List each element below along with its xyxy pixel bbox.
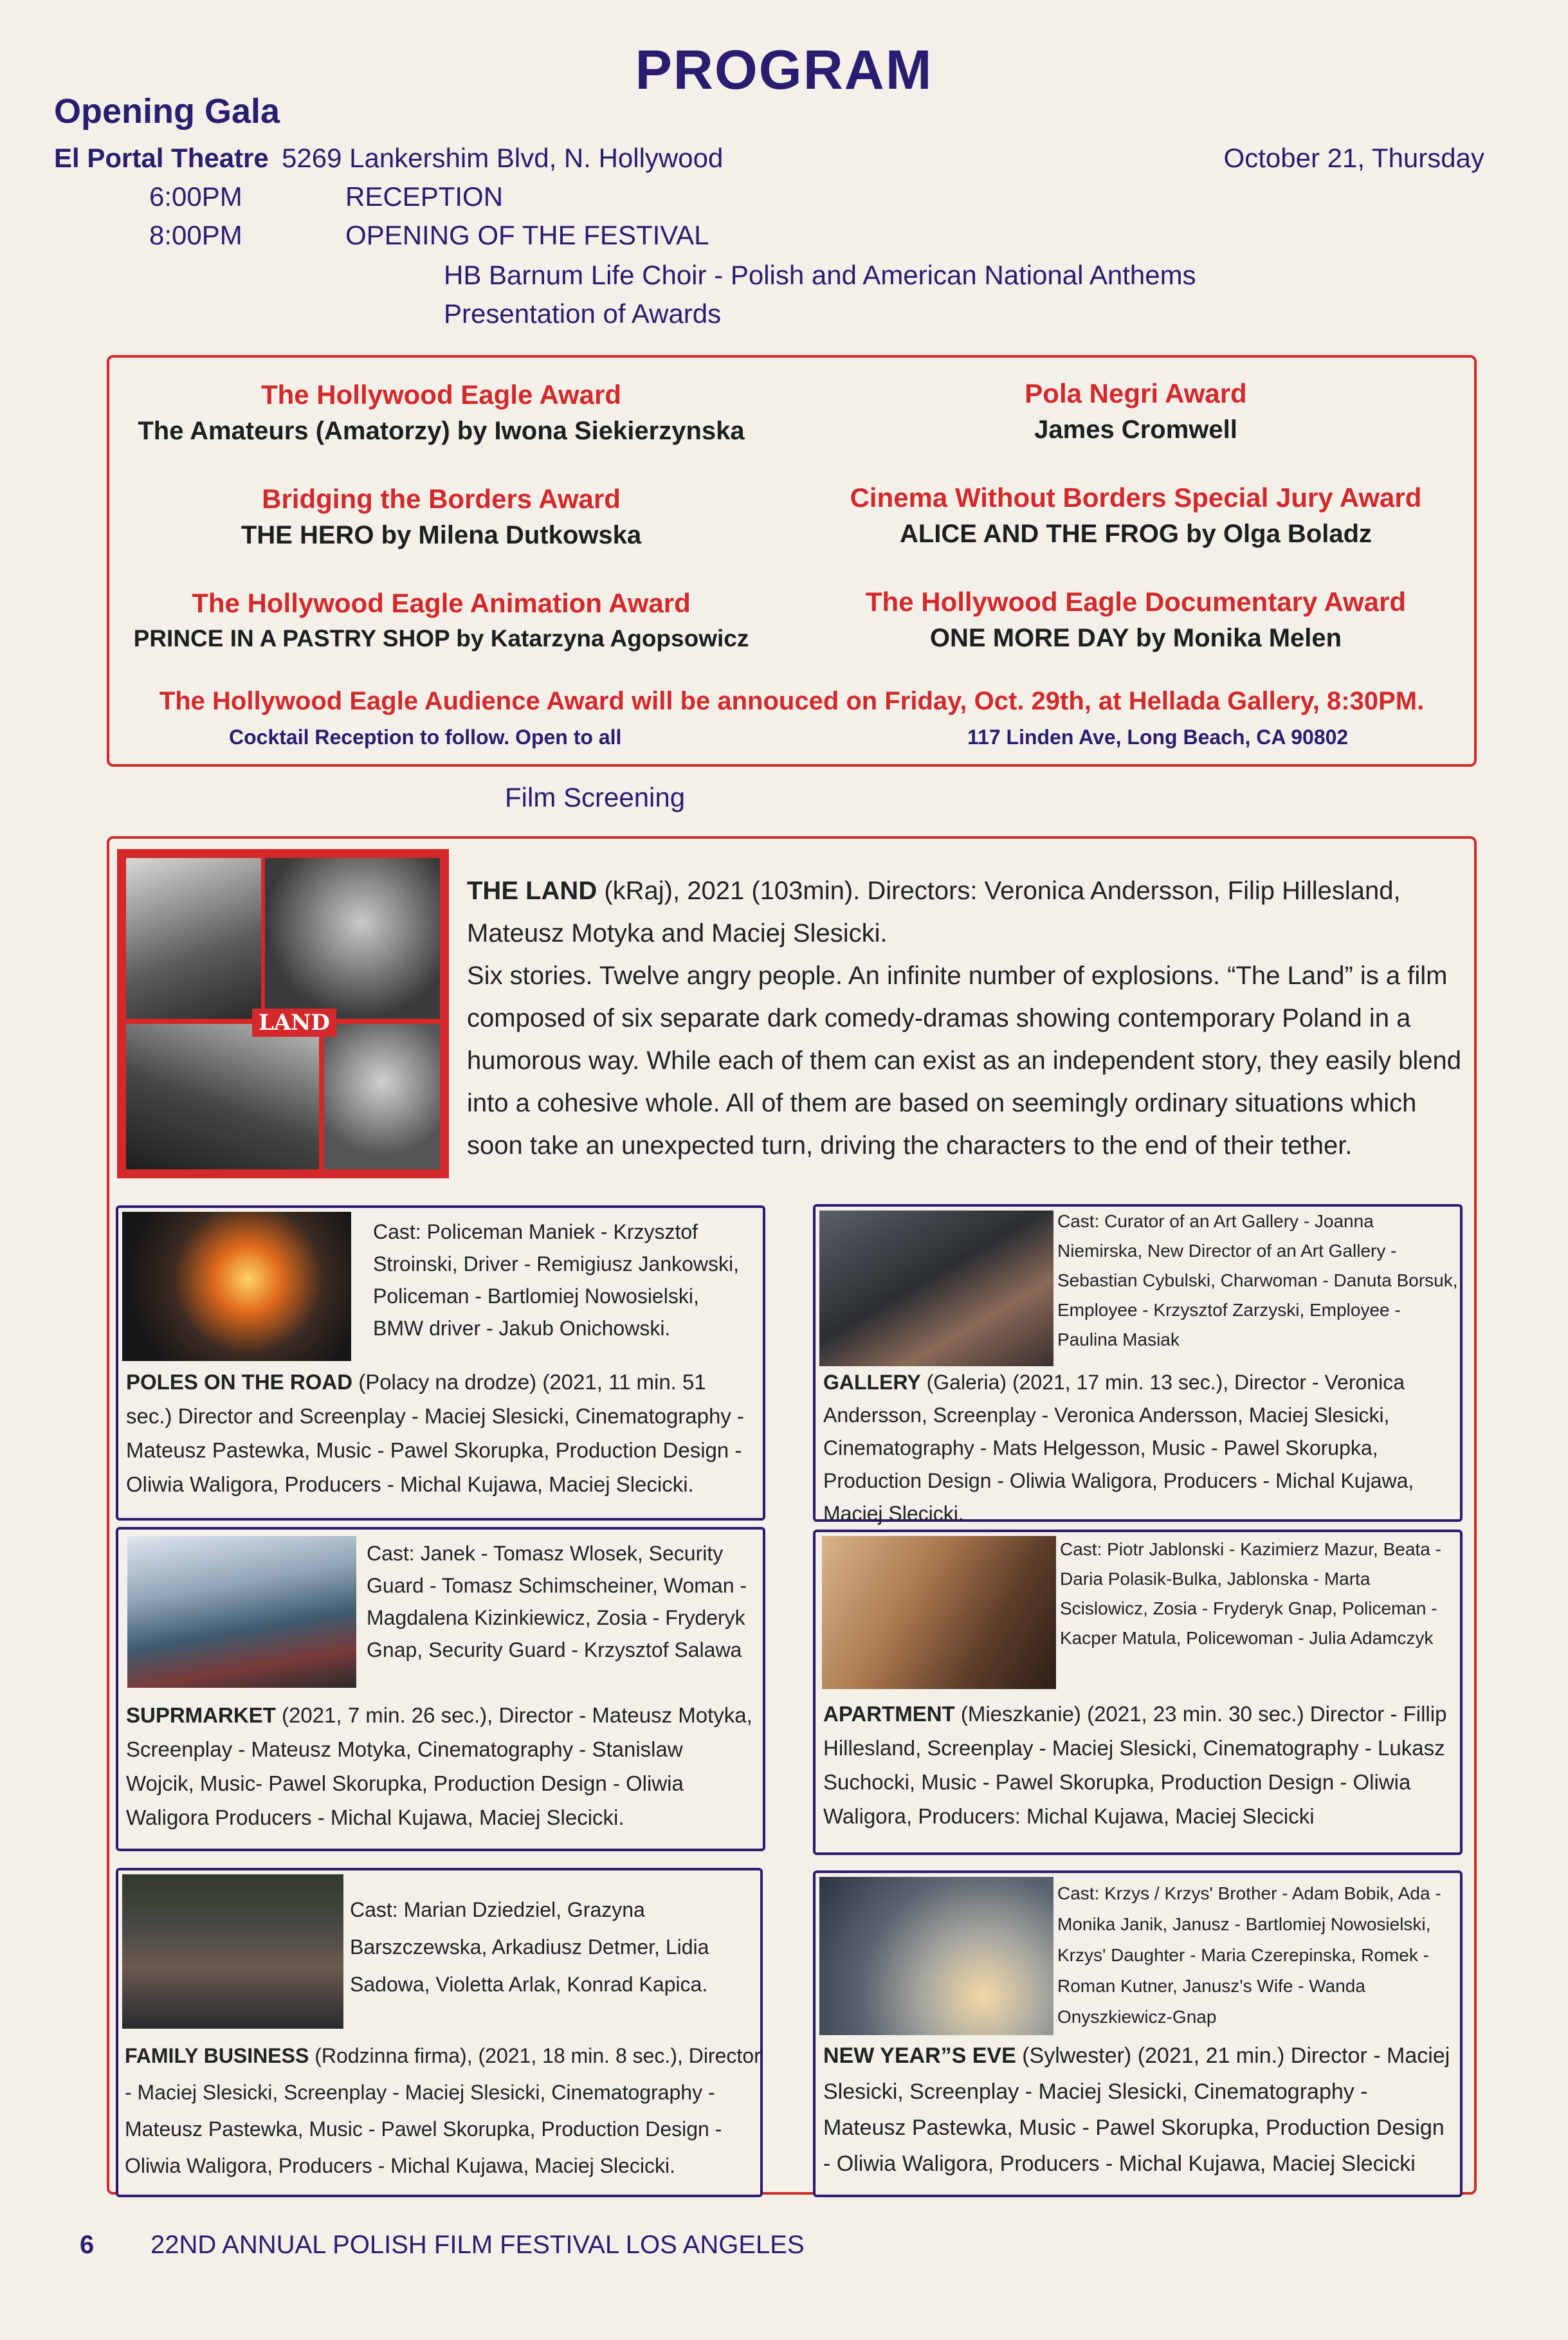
- film-title: GALLERY: [823, 1371, 921, 1394]
- feature-info: (kRaj), 2021 (103min). Directors: Veronica Andersson, Filip Hillesland, Mateusz Motyka and Maciej Slesicki.: [467, 877, 1401, 947]
- feature-poster: [117, 849, 449, 1178]
- award-winner: The Amateurs (Amatorzy) by Iwona Siekierzynska: [138, 417, 745, 445]
- reception-address: 117 Linden Ave, Long Beach, CA 90802: [967, 726, 1349, 749]
- award-name: Cinema Without Borders Special Jury Award: [850, 482, 1422, 513]
- film-cast: Cast: Curator of an Art Gallery - Joanna Niemirska, New Director of an Art Gallery - Sebastian Cybulski, Charwoman - Danuta Borsuk, Employee - Krzysztof Zarzyski, Employee - Paulina Masiak: [1057, 1211, 1458, 1349]
- film-info: (Polacy na drodze) (2021, 11 min. 51 sec.) Director and Screenplay - Maciej Slesicki, Cinematography - Mateusz Pastewka, Music - Pawel Skorupka, Production Design - Oliwia Waligora, Producers - Michal Kujawa, Maciej Slecicki.: [126, 1370, 745, 1496]
- film-info: (Rodzinna firma), (2021, 18 min. 8 sec.), Director - Maciej Slesicki, Screenplay - Maciej Slesicki, Cinematography - Mateusz Pastewka, Music - Pawel Skorupka, Production Design - Oliwia Waligora, Producers - Michal Kujawa, Maciej Slecicki.: [125, 2044, 761, 2177]
- award-name: Bridging the Borders Award: [262, 484, 621, 514]
- film-title: APARTMENT: [823, 1702, 955, 1726]
- film-cast: Cast: Policeman Maniek - Krzysztof Stroinski, Driver - Remigiusz Jankowski, Policeman - Bartlomiej Nowosielski, BMW driver - Jakub Onichowski.: [373, 1220, 740, 1340]
- award-item: [120, 484, 763, 550]
- award-item: [814, 482, 1457, 549]
- award-name: Pola Negri Award: [1025, 378, 1247, 408]
- feature-description: [467, 870, 1470, 1167]
- award-item: [120, 379, 763, 446]
- award-winner: James Cromwell: [1034, 416, 1237, 444]
- film-description: [126, 1365, 756, 1501]
- film-card: [813, 1530, 1463, 1855]
- feature-title: THE LAND: [467, 877, 597, 905]
- film-title: FAMILY BUSINESS: [125, 2044, 309, 2067]
- award-name: The Hollywood Eagle Animation Award: [192, 588, 691, 618]
- film-card: [813, 1870, 1463, 2197]
- poster-logo: LAND: [252, 1009, 336, 1037]
- film-description: [125, 2038, 761, 2184]
- film-still: [822, 1536, 1056, 1689]
- film-description: [126, 1698, 756, 1834]
- award-winner: THE HERO by Milena Dutkowska: [241, 521, 642, 549]
- film-title: NEW YEAR”S EVE: [823, 2043, 1016, 2068]
- film-info: (Sylwester) (2021, 21 min.) Director - Maciej Slesicki, Screenplay - Maciej Slesicki, Cinematography - Mateusz Pastewka, Music - Pawel Skorupka, Production Design - Oliwia Waligora, Producers - Michal Kujawa, Maciej Slecicki: [823, 2043, 1450, 2176]
- section-title: Opening Gala: [54, 92, 280, 131]
- footer-text: 22ND ANNUAL POLISH FILM FESTIVAL LOS ANGELES: [150, 2231, 805, 2259]
- award-item: [814, 587, 1457, 653]
- film-description: [823, 1366, 1456, 1530]
- film-info: (Galeria) (2021, 17 min. 13 sec.), Director - Veronica Andersson, Screenplay - Veronica Andersson, Maciej Slesicki, Cinematography - Mats Helgesson, Music - Pawel Skorupka, Production Design - Oliwia Waligora, Producers - Michal Kujawa, Maciej Slecicki.: [823, 1371, 1414, 1525]
- page-number: 6: [80, 2231, 95, 2259]
- film-card: [116, 1205, 765, 1521]
- poster-photo: [126, 858, 261, 1019]
- poster-photo: [126, 1024, 319, 1169]
- film-description: [823, 2038, 1456, 2182]
- feature-summary: Six stories. Twelve angry people. An infinite number of explosions. “The Land” is a film composed of six separate dark comedy-dramas showing contemporary Poland in a humorous way. While each of them can exist as an independent story, they easily blend into a cohesive whole. All of them are based on seemingly ordinary situations which soon take an unexpected turn, driving the characters to the end of their tether.: [467, 962, 1462, 1160]
- award-item: [814, 378, 1457, 444]
- screening-label: Film Screening: [505, 782, 686, 812]
- schedule-time: 6:00PM: [149, 181, 242, 212]
- film-card: [116, 1868, 763, 2197]
- award-winner: ALICE AND THE FROG by Olga Boladz: [899, 520, 1372, 548]
- schedule-event: OPENING OF THE FESTIVAL: [345, 220, 709, 250]
- page-title: PROGRAM: [635, 39, 933, 101]
- event-date: October 21, Thursday: [1223, 143, 1484, 173]
- award-winner: PRINCE IN A PASTRY SHOP by Katarzyna Agopsowicz: [133, 625, 749, 652]
- film-title: SUPRMARKET: [126, 1703, 276, 1727]
- film-title: POLES ON THE ROAD: [126, 1370, 353, 1394]
- venue-name: El Portal Theatre: [54, 143, 269, 173]
- schedule-extra: HB Barnum Life Choir - Polish and American National Anthems: [444, 260, 1196, 290]
- film-cast: Cast: Marian Dziedziel, Grazyna Barszczewska, Arkadiusz Detmer, Lidia Sadowa, Violetta Arlak, Konrad Kapica.: [350, 1898, 709, 1996]
- award-winner: ONE MORE DAY by Monika Melen: [929, 624, 1342, 652]
- film-still: [819, 1877, 1053, 2035]
- film-info: (2021, 7 min. 26 sec.), Director - Mateusz Motyka, Screenplay - Mateusz Motyka, Cinematography - Stanislaw Wojcik, Music- Pawel Skorupka, Production Design - Oliwia Waligora Producers - Michal Kujawa, Maciej Slecicki.: [126, 1703, 752, 1829]
- film-cast: Cast: Janek - Tomasz Wlosek, Security Guard - Tomasz Schimscheiner, Woman - Magdalena Kizinkiewicz, Zosia - Fryderyk Gnap, Security Guard - Krzysztof Salawa: [367, 1542, 747, 1661]
- film-still: [127, 1536, 356, 1688]
- film-still: [122, 1874, 343, 2029]
- film-still: [122, 1212, 351, 1361]
- film-cast: Cast: Piotr Jablonski - Kazimierz Mazur, Beata - Daria Polasik-Bulka, Jablonska - Marta Scislowicz, Zosia - Fryderyk Gnap, Policeman - Kacper Matula, Policewoman - Julia Adamczyk: [1060, 1539, 1441, 1648]
- award-item: [120, 588, 763, 652]
- film-description: [823, 1697, 1456, 1833]
- film-still: [819, 1211, 1053, 1366]
- film-info: (Mieszkanie) (2021, 23 min. 30 sec.) Director - Fillip Hillesland, Screenplay - Maciej Slesicki, Cinematography - Lukasz Suchocki, Music - Pawel Skorupka, Production Design - Oliwia Waligora, Producers: Michal Kujawa, Maciej Slecicki: [823, 1702, 1447, 1828]
- schedule-extra: Presentation of Awards: [444, 298, 722, 329]
- poster-photo: [324, 1024, 440, 1169]
- audience-award-text: The Hollywood Eagle Audience Award will be annouced on Friday, Oct. 29th, at Hellada Gallery, 8:30PM.: [159, 687, 1425, 715]
- schedule-event: RECEPTION: [345, 181, 504, 212]
- poster-photo: [265, 858, 440, 1019]
- reception-note: Cocktail Reception to follow. Open to all: [229, 726, 622, 749]
- film-cast: Cast: Krzys / Krzys' Brother - Adam Bobik, Ada - Monika Janik, Janusz - Bartlomiej Nowosielski, Krzys' Daughter - Maria Czerepinska, Romek - Roman Kutner, Janusz's Wife - Wanda Onyszkiewicz-Gnap: [1057, 1883, 1441, 2027]
- award-name: The Hollywood Eagle Documentary Award: [865, 587, 1407, 617]
- film-card: [813, 1204, 1463, 1525]
- award-name: The Hollywood Eagle Award: [260, 379, 622, 410]
- schedule-time: 8:00PM: [149, 220, 242, 250]
- venue-address: 5269 Lankershim Blvd, N. Hollywood: [282, 143, 724, 173]
- film-card: [116, 1527, 765, 1851]
